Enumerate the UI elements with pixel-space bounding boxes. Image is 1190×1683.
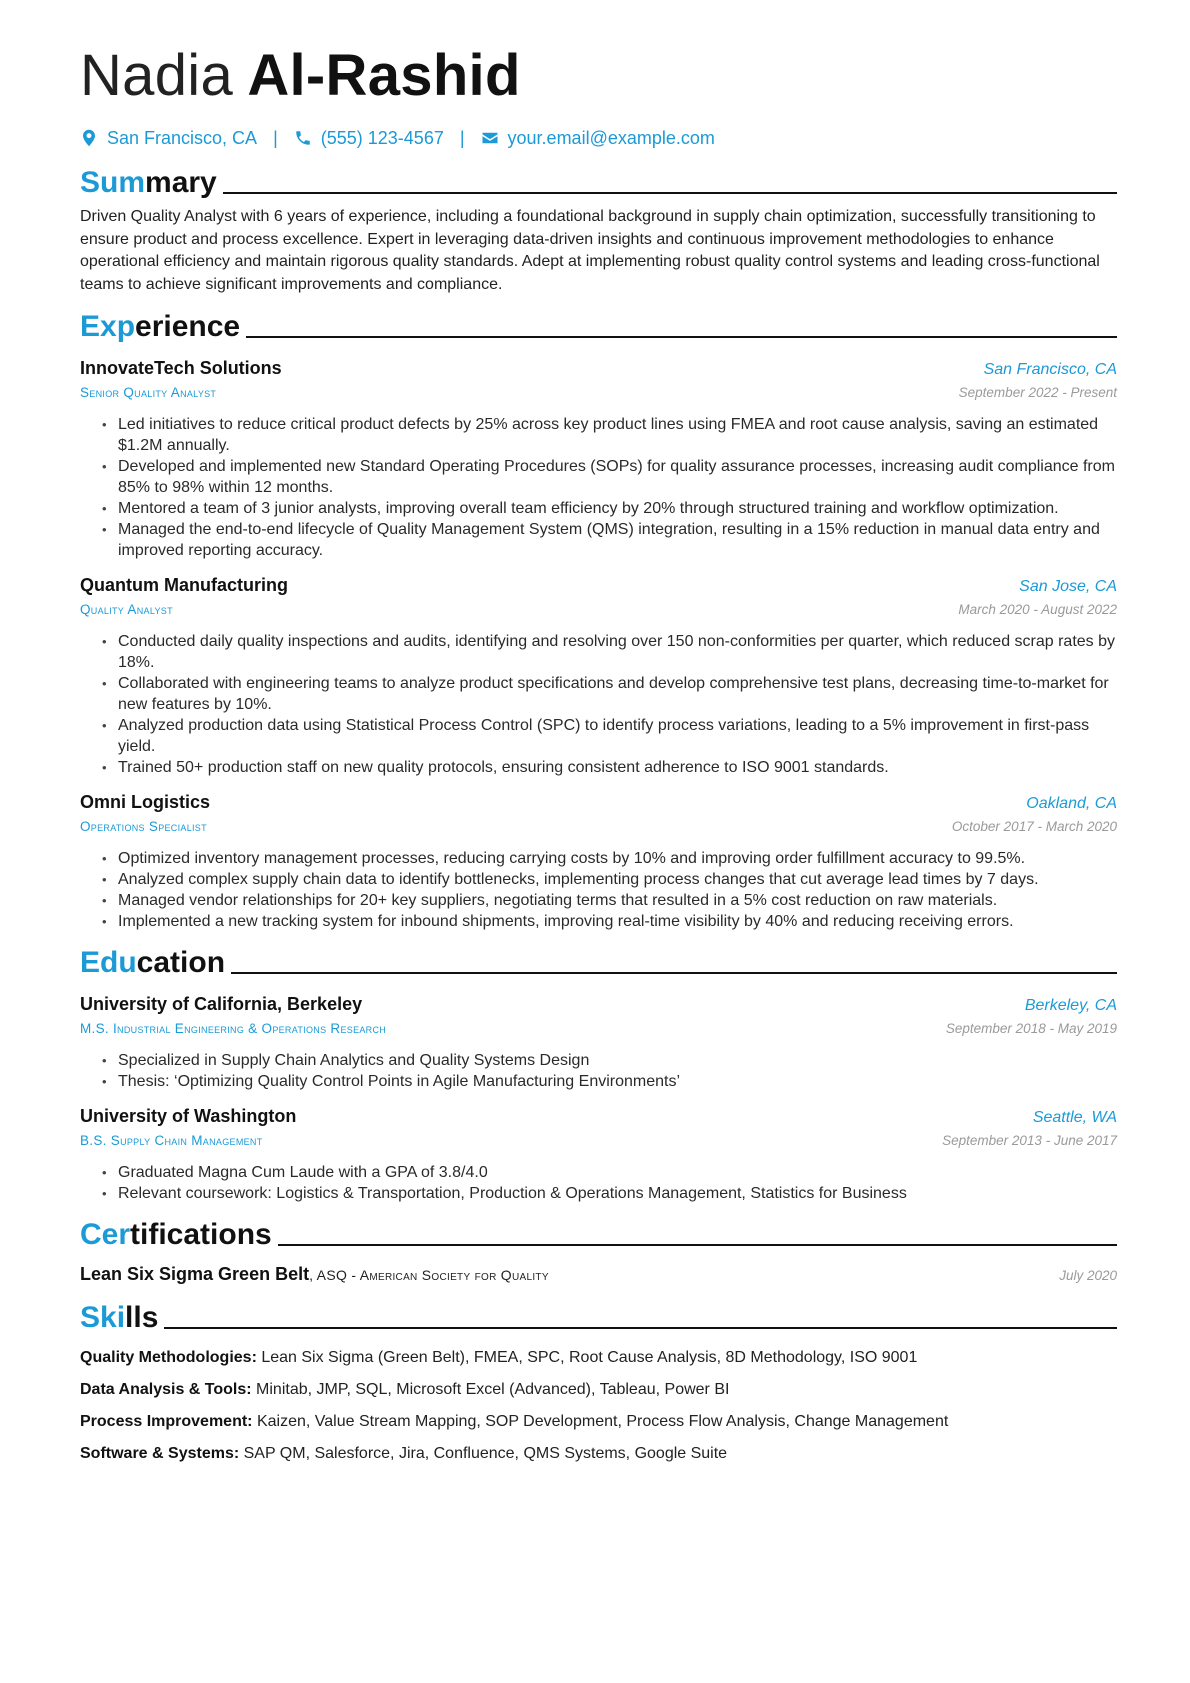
skill-row [80, 1347, 1117, 1369]
skill-category: Process Improvement: [80, 1413, 253, 1430]
school-dates: September 2018 - May 2019 [945, 1021, 1117, 1036]
skill-category: Data Analysis & Tools: [80, 1381, 252, 1398]
job-company: Omni Logistics [80, 792, 211, 812]
job-title: Quality Analyst [80, 602, 173, 617]
skills-list [80, 1347, 1117, 1465]
school-name: University of California, Berkeley [80, 994, 363, 1014]
school-dates: September 2013 - June 2017 [942, 1133, 1117, 1148]
skill-values: Lean Six Sigma (Green Belt), FMEA, SPC, Root Cause Analysis, 8D Methodology, ISO 9001 [256, 1349, 918, 1366]
skill-category: Software & Systems: [80, 1445, 240, 1462]
list-item: • Conducted daily quality inspections and audits, identifying and resolving over 150 non-conformities per quarter, which reduced scrap rates by 18%. [102, 631, 1117, 673]
list-item: • Graduated Magna Cum Laude with a GPA of 3.8/4.0 [102, 1162, 1117, 1183]
degree-title: B.S. Supply Chain Management [80, 1133, 263, 1148]
skill-values: SAP QM, Salesforce, Jira, Confluence, QMS Systems, Google Suite [239, 1445, 728, 1462]
email-text: your.email@example.com [507, 127, 715, 148]
candidate-name [80, 40, 1117, 112]
section-title: Skills [80, 1301, 159, 1334]
skills-heading [80, 1299, 1117, 1335]
section-rule [278, 1244, 1117, 1246]
degree-title: M.S. Industrial Engineering & Operations Research [80, 1021, 387, 1036]
section-rule [223, 192, 1117, 194]
list-item: • Specialized in Supply Chain Analytics and Quality Systems Design [102, 1050, 1117, 1071]
location-text: San Francisco, CA [107, 127, 258, 148]
summary-text: Driven Quality Analyst with 6 years of experience, including a foundational background in supply chain optimization, successfully transitioning to ensure product and process excellence. Expert in leveraging data-driven insights and continuous improvement methodologies to enhance operational efficiency and maintain rigorous quality standards. Adept at implementing robust quality control systems and leading cross-functional teams to achieve significant improvements and compliance. [80, 208, 1100, 293]
contact-separator: | [273, 127, 278, 148]
certification-name: Lean Six Sigma Green Belt [80, 1264, 310, 1284]
first-name: Nadia [80, 43, 234, 108]
section-rule [246, 336, 1117, 338]
list-item: • Developed and implemented new Standard Operating Procedures (SOPs) for quality assurance processes, increasing audit compliance from 85% to 98% within 12 months. [102, 456, 1117, 498]
job-bullets [80, 848, 1117, 932]
list-item: • Trained 50+ production staff on new quality protocols, ensuring consistent adherence to ISO 9001 standards. [102, 757, 1117, 778]
skill-category: Quality Methodologies: [80, 1349, 257, 1366]
job-company: Quantum Manufacturing [80, 575, 288, 595]
education-entry [80, 1104, 1117, 1204]
education-bullets [80, 1162, 1117, 1204]
certification-date: July 2020 [1059, 1268, 1117, 1283]
list-item: • Analyzed production data using Statistical Process Control (SPC) to identify process variations, leading to a 5% improvement in first-pass yield. [102, 715, 1117, 757]
contact-bar [80, 126, 1117, 150]
school-location: Seattle, WA [1032, 1109, 1117, 1126]
section-title: Summary [80, 166, 217, 199]
job-company: InnovateTech Solutions [80, 358, 282, 378]
phone-text: (555) 123-4567 [320, 127, 444, 148]
certification-issuer: , ASQ - American Society for Quality [309, 1267, 549, 1283]
section-title: Experience [80, 310, 241, 343]
job-entry [80, 573, 1117, 778]
school-name: University of Washington [80, 1106, 297, 1126]
job-dates: March 2020 - August 2022 [958, 602, 1117, 617]
job-dates: October 2017 - March 2020 [951, 819, 1117, 834]
contact-location [80, 128, 257, 149]
certifications-heading [80, 1216, 1117, 1252]
list-item: • Mentored a team of 3 junior analysts, improving overall team efficiency by 20% through structured training and workflow optimization. [102, 498, 1117, 519]
education-bullets [80, 1050, 1117, 1092]
skill-row [80, 1411, 1117, 1433]
map-pin-icon [80, 129, 98, 147]
summary-heading [80, 164, 1117, 200]
certification-entry [80, 1264, 1117, 1287]
list-item: • Optimized inventory management processes, reducing carrying costs by 10% and improving order fulfillment accuracy to 99.5%. [102, 848, 1117, 869]
list-item: • Relevant coursework: Logistics & Transportation, Production & Operations Management, Statistics for Business [102, 1183, 1117, 1204]
list-item: • Managed vendor relationships for 20+ key suppliers, negotiating terms that resulted in a 5% cost reduction on raw materials. [102, 890, 1117, 911]
skill-values: Kaizen, Value Stream Mapping, SOP Development, Process Flow Analysis, Change Management [252, 1413, 949, 1430]
skill-row [80, 1443, 1117, 1465]
job-entry [80, 356, 1117, 561]
contact-email[interactable] [481, 128, 715, 149]
list-item: • Managed the end-to-end lifecycle of Quality Management System (QMS) integration, resulting in a 15% reduction in manual data entry and improved reporting accuracy. [102, 519, 1117, 561]
job-bullets [80, 414, 1117, 561]
list-item: • Led initiatives to reduce critical product defects by 25% across key product lines using FMEA and root cause analysis, saving an estimated $1.2M annually. [102, 414, 1117, 456]
list-item: • Thesis: ‘Optimizing Quality Control Points in Agile Manufacturing Environments’ [102, 1071, 1117, 1092]
skill-row [80, 1379, 1117, 1401]
education-entry [80, 992, 1117, 1092]
last-name: Al-Rashid [247, 43, 521, 108]
school-location: Berkeley, CA [1024, 997, 1117, 1014]
contact-phone[interactable] [294, 128, 444, 149]
section-title: Education [80, 946, 226, 979]
job-location: San Francisco, CA [983, 361, 1117, 378]
list-item: • Analyzed complex supply chain data to identify bottlenecks, implementing process changes that cut average lead times by 7 days. [102, 869, 1117, 890]
section-rule [231, 972, 1117, 974]
job-title: Senior Quality Analyst [80, 385, 217, 400]
education-heading [80, 944, 1117, 980]
job-location: Oakland, CA [1026, 795, 1117, 812]
list-item: • Collaborated with engineering teams to analyze product specifications and develop comprehensive test plans, decreasing time-to-market for new features by 10%. [102, 673, 1117, 715]
job-entry [80, 790, 1117, 932]
section-title: Certifications [80, 1218, 272, 1251]
job-title: Operations Specialist [80, 819, 207, 834]
contact-separator: | [459, 127, 465, 148]
phone-icon [294, 129, 312, 147]
job-location: San Jose, CA [1019, 578, 1117, 595]
section-rule [164, 1327, 1117, 1329]
experience-heading [80, 308, 1117, 344]
list-item: • Implemented a new tracking system for inbound shipments, improving real-time visibility by 40% and reducing receiving errors. [102, 911, 1117, 932]
job-dates: September 2022 - Present [958, 385, 1117, 400]
envelope-icon [481, 129, 499, 147]
skill-values: Minitab, JMP, SQL, Microsoft Excel (Advanced), Tableau, Power BI [251, 1381, 730, 1398]
job-bullets [80, 631, 1117, 778]
